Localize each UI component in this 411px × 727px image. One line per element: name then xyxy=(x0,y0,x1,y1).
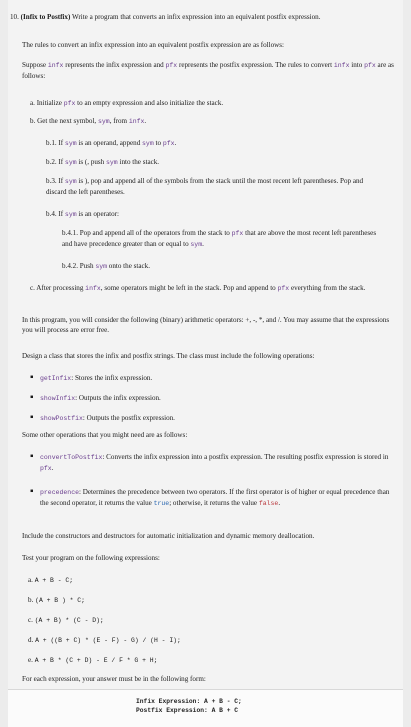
document-page xyxy=(8,0,403,726)
bullet-icon: ▪ xyxy=(30,486,34,497)
rules-intro: The rules to convert an infix expression into an equivalent postfix expression are as follows: xyxy=(22,41,285,49)
test-expression: a. A + B - C; xyxy=(28,576,74,584)
bullet-icon: ▪ xyxy=(30,372,34,383)
problem-title: (Infix to Postfix) xyxy=(20,13,71,22)
sample-output xyxy=(136,697,242,715)
sample-output-box xyxy=(8,689,403,727)
step-c: c. After processing infx, some operators might be left in the stack. Pop and append to pfx everything from the stack. xyxy=(30,284,366,292)
operation-show-infix: ▪ showInfix: Outputs the infix expression. xyxy=(30,392,161,403)
operators-paragraph: In this program, you will consider the following (binary) arithmetic operators: +, -, *, and /. You may assume that the expressions you will process are error free. xyxy=(22,316,390,335)
problem-description: Write a program that converts an infix expression into an equivalent postfix expression. xyxy=(71,13,321,22)
operation-precedence: ▪ precedence: Determines the precedence between two operators. If the first operator is of higher or equal precedence than the second operator, it returns the value true; otherwise, it returns the value false. xyxy=(30,486,390,508)
bullet-icon: ▪ xyxy=(30,451,34,462)
test-expression: d. A + ((B + C) * (E - F) - G) / (H - I); xyxy=(28,636,181,644)
step-b4: b.4. If sym is an operator: xyxy=(46,210,119,218)
step-b: b. Get the next symbol, sym, from infx. xyxy=(30,117,147,125)
problem-heading xyxy=(10,12,395,22)
suppose-paragraph: Suppose infx represents the infix expression and pfx represents the postfix expression. The rules to convert infx into pfx are as follows: xyxy=(22,61,394,81)
other-ops-intro: Some other operations that you might need are as follows: xyxy=(22,431,188,439)
test-expression: c. (A + B) * (C - D); xyxy=(28,616,104,624)
test-expression: b. (A + B ) * C; xyxy=(28,596,85,604)
operation-show-postfix: ▪ showPostfix: Outputs the postfix expression. xyxy=(30,412,175,423)
sample-output-line-2: Postfix Expression: A B + C xyxy=(136,707,239,714)
problem-number: 10. xyxy=(10,13,19,22)
step-b41: b.4.1. Pop and append all of the operators from the stack to pfx that are above the most recent left parentheses and have precedence greater than or equal to sym. xyxy=(62,229,377,249)
test-intro: Test your program on the following expressions: xyxy=(22,554,160,562)
step-a: a. Initialize pfx to an empty expression and also initialize the stack. xyxy=(30,99,224,107)
operation-convert: ▪ convertToPostfix: Converts the infix expression into a postfix expression. The resulting postfix expression is stored in pfx. xyxy=(30,451,389,473)
answer-intro: For each expression, your answer must be in the following form: xyxy=(22,675,206,683)
design-paragraph: Design a class that stores the infix and postfix strings. The class must include the following operations: xyxy=(22,352,315,360)
test-expression: e. A + B * (C + D) - E / F * G + H; xyxy=(28,656,158,664)
step-b1: b.1. If sym is an operand, append sym to pfx. xyxy=(46,139,177,147)
step-b2: b.2. If sym is (, push sym into the stack. xyxy=(46,158,160,166)
bullet-icon: ▪ xyxy=(30,392,34,403)
bullet-icon: ▪ xyxy=(30,412,34,423)
operation-get-infix: ▪ getInfix: Stores the infix expression. xyxy=(30,372,153,383)
constructors-paragraph: Include the constructors and destructors for automatic initialization and dynamic memory deallocation. xyxy=(22,532,315,540)
step-b3: b.3. If sym is ), pop and append all of the symbols from the stack until the most recent left parentheses. Pop and discard the left parentheses. xyxy=(46,177,364,197)
sample-output-line-1: Infix Expression: A + B - C; xyxy=(136,698,242,705)
step-b42: b.4.2. Push sym onto the stack. xyxy=(62,262,150,270)
